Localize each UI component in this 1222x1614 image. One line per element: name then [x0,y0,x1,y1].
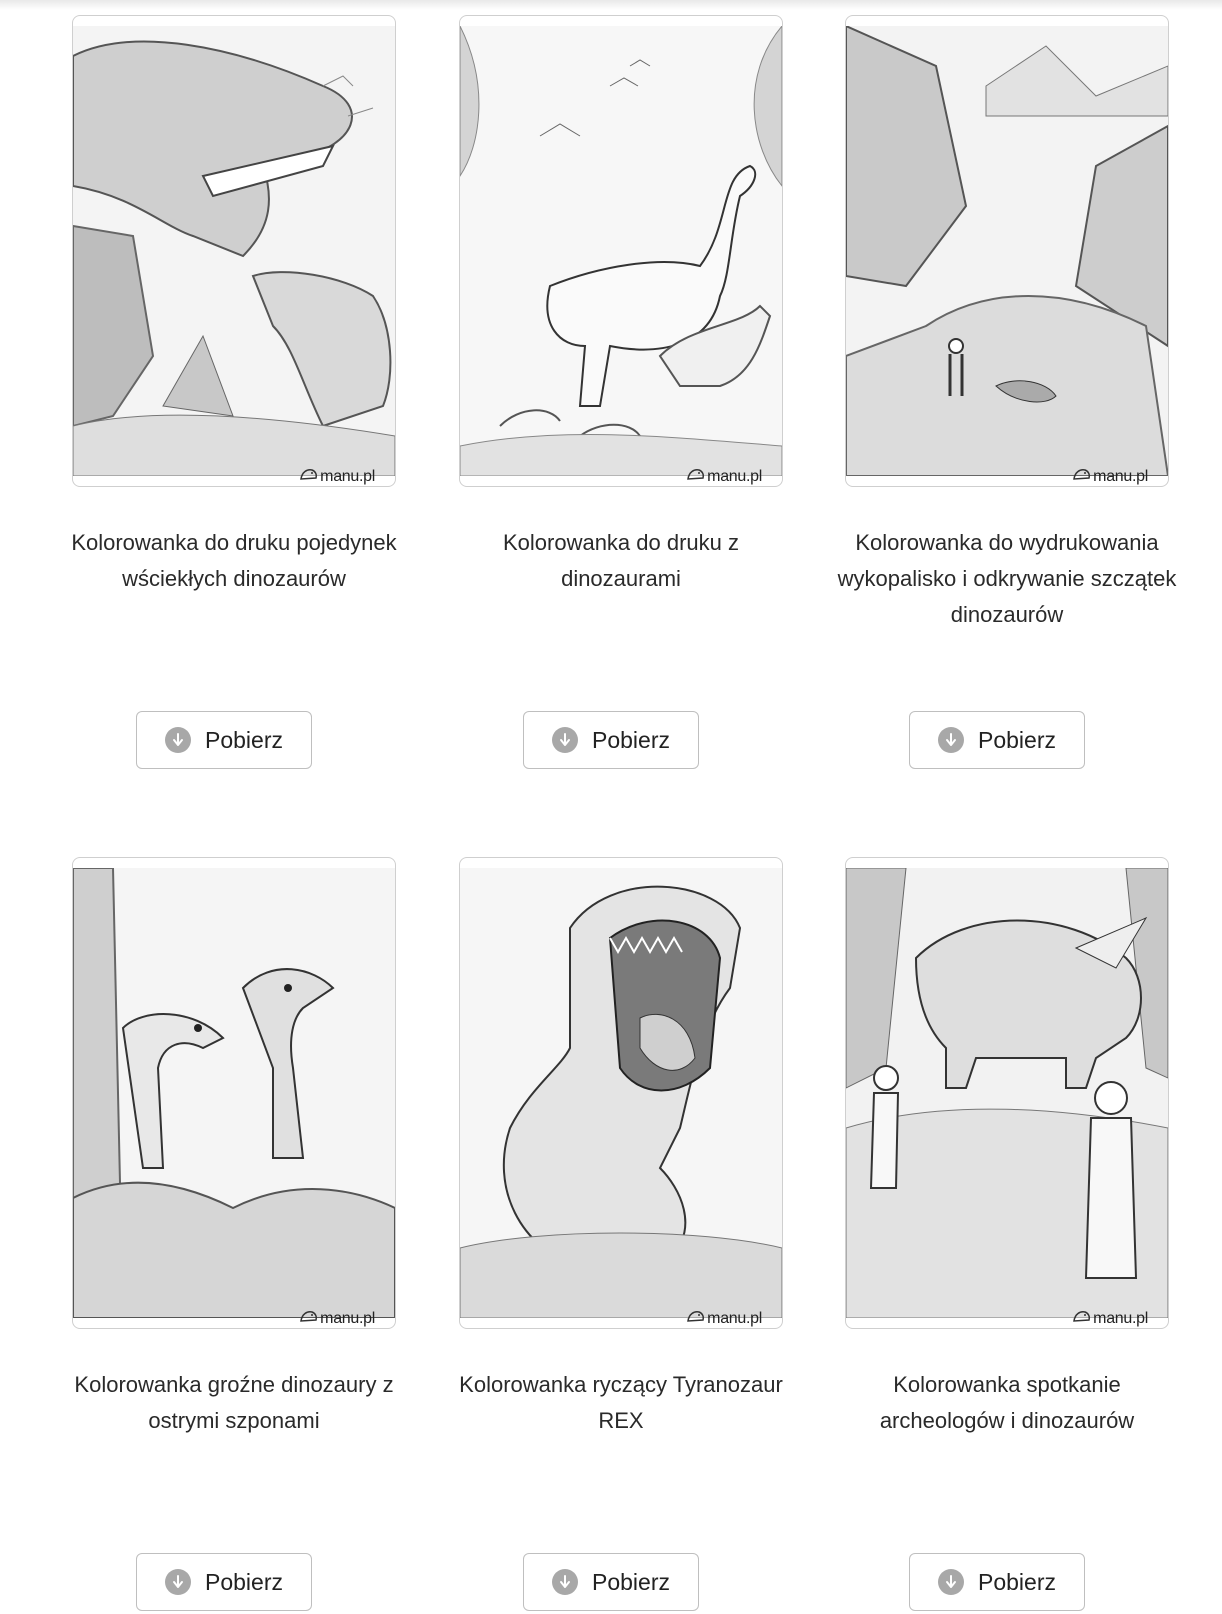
raptors-illustration [73,868,395,1318]
brand-logo-icon [300,1309,318,1328]
sauropods-illustration [460,26,782,476]
card-title[interactable]: Kolorowanka groźne dinozaury z ostrymi szponami [74,1372,394,1433]
coloring-thumbnail[interactable] [845,857,1169,1329]
brand-logo-icon [1073,1309,1091,1328]
download-button[interactable] [523,711,699,769]
download-button-label: Pobierz [978,1568,1056,1595]
brand-logo-icon [300,467,318,486]
download-circle-icon [938,1569,964,1595]
coloring-thumbnail[interactable] [72,857,396,1329]
download-button[interactable] [523,1553,699,1611]
download-button[interactable] [909,1553,1085,1611]
brand-logo-icon [1073,467,1091,486]
brand-watermark [1073,1309,1148,1328]
brand-watermark [687,467,762,486]
download-button-label: Pobierz [592,726,670,753]
download-circle-icon [165,727,191,753]
brand-name: manu.pl [707,468,762,485]
download-button[interactable] [909,711,1085,769]
coloring-thumbnail[interactable] [459,15,783,487]
download-button[interactable] [136,1553,312,1611]
brand-watermark [1073,467,1148,486]
brand-watermark [687,1309,762,1328]
roaring-t-rex-illustration [460,868,782,1318]
coloring-thumbnail[interactable] [72,15,396,487]
excavation-illustration [846,26,1168,476]
brand-name: manu.pl [320,1310,375,1327]
brand-name: manu.pl [1093,1310,1148,1327]
brand-logo-icon [687,467,705,486]
download-button-label: Pobierz [978,726,1056,753]
coloring-thumbnail[interactable] [459,857,783,1329]
download-button-label: Pobierz [592,1568,670,1595]
download-button-label: Pobierz [205,1568,283,1595]
coloring-thumbnail[interactable] [845,15,1169,487]
card-title[interactable]: Kolorowanka do druku z dinozaurami [502,530,740,591]
brand-watermark [300,467,375,486]
brand-watermark [300,1309,375,1328]
download-button[interactable] [136,711,312,769]
archaeologists-and-dinosaur-illustration [846,868,1168,1318]
download-circle-icon [552,1569,578,1595]
card-title[interactable]: Kolorowanka do wydrukowania wykopalisko i odkrywanie szczątek dinozaurów [837,530,1177,627]
card-title[interactable]: Kolorowanka do druku pojedynek wściekłych dinozaurów [71,530,397,591]
brand-logo-icon [687,1309,705,1328]
brand-name: manu.pl [1093,468,1148,485]
download-circle-icon [938,727,964,753]
download-circle-icon [552,727,578,753]
brand-name: manu.pl [320,468,375,485]
card-title[interactable]: Kolorowanka ryczący Tyranozaur REX [459,1372,783,1433]
brand-name: manu.pl [707,1310,762,1327]
top-shadow [0,0,1222,10]
download-button-label: Pobierz [205,726,283,753]
dinosaur-fight-illustration [73,26,395,476]
download-circle-icon [165,1569,191,1595]
card-title[interactable]: Kolorowanka spotkanie archeologów i dinozaurów [879,1372,1135,1433]
